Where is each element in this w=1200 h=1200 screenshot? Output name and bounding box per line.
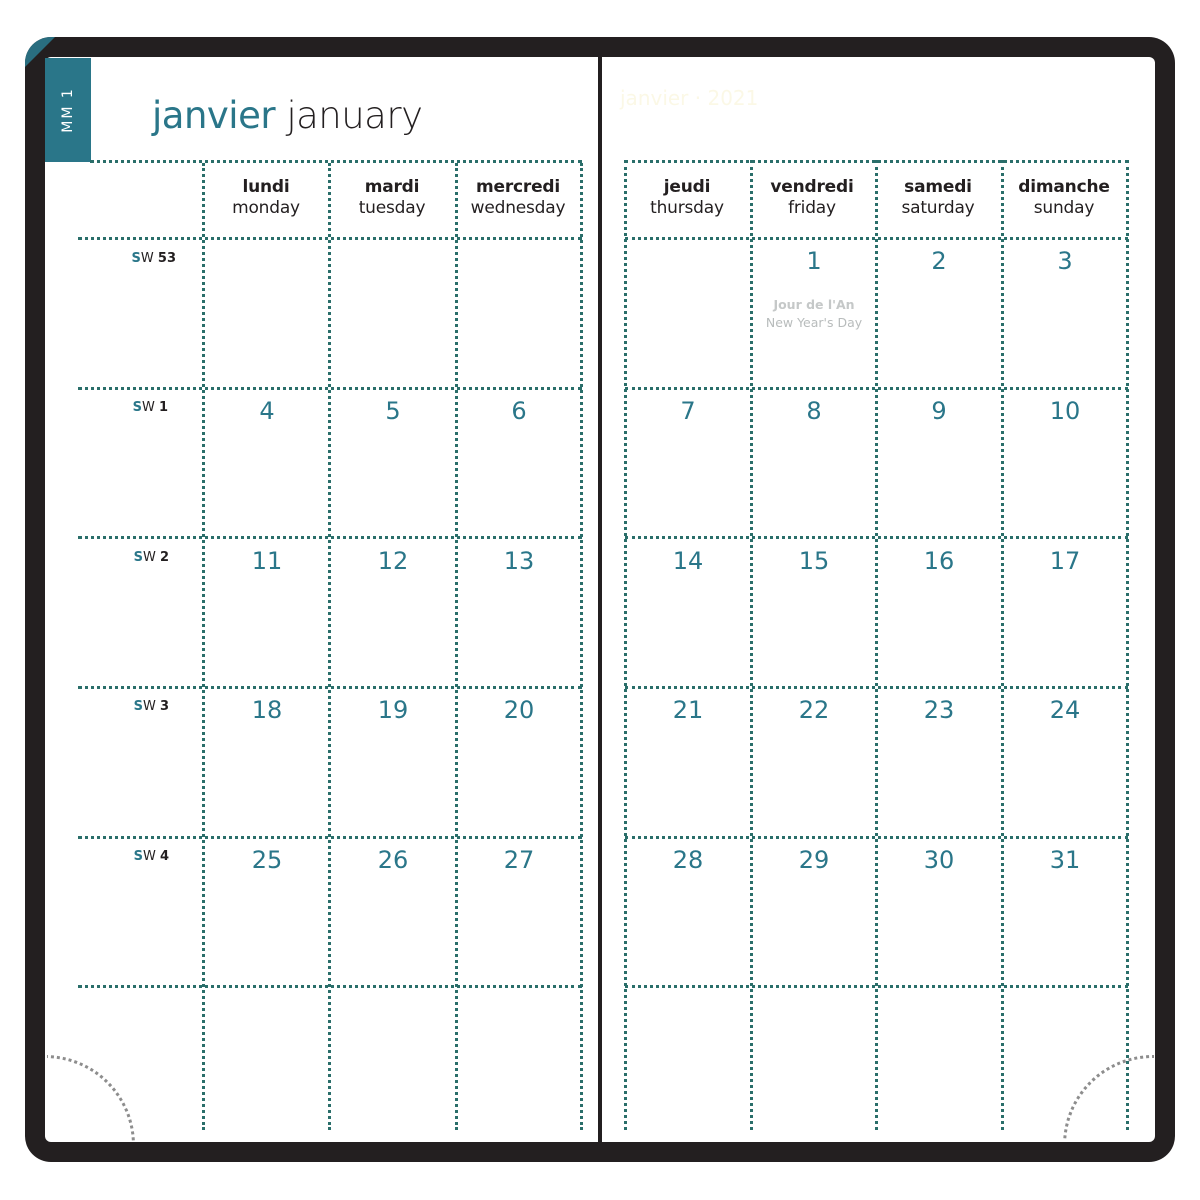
- day-cell[interactable]: 6: [511, 397, 527, 425]
- day-cell[interactable]: 26: [377, 846, 409, 874]
- day-cell[interactable]: 27: [503, 846, 535, 874]
- day-cell[interactable]: 20: [503, 696, 535, 724]
- day-cell[interactable]: 31: [1049, 846, 1081, 874]
- tear-off-corner-right[interactable]: [1063, 1055, 1154, 1141]
- header-sunday: [1001, 177, 1127, 219]
- week-number: 3: [159, 699, 169, 714]
- day-cell[interactable]: 9: [931, 397, 947, 425]
- weekday-en: friday: [788, 198, 836, 218]
- header-tuesday: [329, 177, 455, 219]
- week-number: 53: [157, 251, 176, 266]
- day-cell[interactable]: 24: [1049, 696, 1081, 724]
- perforation-arc: [47, 1055, 135, 1141]
- holiday-label: [751, 296, 877, 332]
- week-prefix-w: W: [141, 400, 155, 415]
- week-label: [89, 550, 169, 565]
- right-page: [602, 57, 1155, 1142]
- day-cell[interactable]: 10: [1049, 397, 1081, 425]
- day-cell[interactable]: 3: [1057, 247, 1073, 275]
- day-cell[interactable]: 18: [251, 696, 283, 724]
- grid-line: [624, 160, 627, 1130]
- day-cell[interactable]: 12: [377, 547, 409, 575]
- day-cell[interactable]: 1: [806, 247, 822, 275]
- grid-line: [455, 163, 458, 1130]
- weekday-en: sunday: [1033, 198, 1095, 218]
- week-prefix-w: W: [142, 849, 156, 864]
- holiday-fr: Jour de l'An: [773, 297, 855, 312]
- week-prefix-w: W: [142, 699, 156, 714]
- day-cell[interactable]: 5: [385, 397, 401, 425]
- title-french: janvier: [152, 94, 276, 137]
- header-friday: [749, 177, 875, 219]
- page-title: [152, 94, 422, 137]
- day-cell[interactable]: 28: [672, 846, 704, 874]
- title-english: january: [286, 94, 423, 137]
- header-saturday: [875, 177, 1001, 219]
- day-cell[interactable]: 11: [251, 547, 283, 575]
- day-cell[interactable]: 22: [798, 696, 830, 724]
- week-prefix-w: W: [140, 251, 154, 266]
- weekday-fr: vendredi: [770, 177, 854, 197]
- day-cell[interactable]: 13: [503, 547, 535, 575]
- day-cell[interactable]: 4: [259, 397, 275, 425]
- day-cell[interactable]: 16: [923, 547, 955, 575]
- grid-line: [90, 160, 582, 163]
- week-prefix: S: [131, 251, 141, 266]
- header-thursday: [624, 177, 750, 219]
- right-page-faint-header: janvier · 2021: [620, 86, 759, 110]
- day-cell[interactable]: 8: [806, 397, 822, 425]
- week-label: [88, 400, 168, 415]
- week-label: [89, 849, 169, 864]
- weekday-fr: jeudi: [663, 177, 711, 197]
- day-cell[interactable]: 19: [377, 696, 409, 724]
- weekday-en: thursday: [650, 198, 724, 218]
- grid-line: [580, 163, 583, 1130]
- weekday-fr: dimanche: [1018, 177, 1110, 197]
- day-cell[interactable]: 21: [672, 696, 704, 724]
- week-number: 4: [159, 849, 169, 864]
- weekday-en: wednesday: [470, 198, 566, 218]
- week-prefix: S: [132, 400, 142, 415]
- header-monday: [203, 177, 329, 219]
- week-prefix: S: [133, 699, 143, 714]
- weekday-fr: samedi: [904, 177, 972, 197]
- weekday-en: saturday: [901, 198, 975, 218]
- header-wednesday: [455, 177, 581, 219]
- week-number: 1: [158, 400, 168, 415]
- holiday-en: New Year's Day: [765, 315, 863, 330]
- day-cell[interactable]: 14: [672, 547, 704, 575]
- day-cell[interactable]: 7: [680, 397, 696, 425]
- weekday-fr: mardi: [364, 177, 420, 197]
- day-cell[interactable]: 29: [798, 846, 830, 874]
- week-number: 2: [159, 550, 169, 565]
- week-label: [89, 699, 169, 714]
- perforation-arc: [1063, 1055, 1154, 1141]
- month-tab-label: MM 1: [60, 87, 76, 133]
- day-cell[interactable]: 30: [923, 846, 955, 874]
- weekday-fr: lundi: [242, 177, 290, 197]
- week-prefix-w: W: [142, 550, 156, 565]
- grid-line: [1126, 160, 1129, 1130]
- month-tab[interactable]: [45, 58, 91, 162]
- week-prefix: S: [133, 849, 143, 864]
- week-prefix: S: [133, 550, 143, 565]
- day-cell[interactable]: 17: [1049, 547, 1081, 575]
- week-label: [96, 251, 176, 266]
- weekday-en: monday: [232, 198, 300, 218]
- day-cell[interactable]: 25: [251, 846, 283, 874]
- weekday-en: tuesday: [358, 198, 426, 218]
- grid-line: [202, 163, 205, 1130]
- day-cell[interactable]: 15: [798, 547, 830, 575]
- grid-line: [1001, 160, 1004, 1130]
- grid-line: [328, 163, 331, 1130]
- left-page: [45, 57, 598, 1142]
- day-cell[interactable]: 23: [923, 696, 955, 724]
- book-spine: [598, 57, 602, 1142]
- day-cell[interactable]: 2: [931, 247, 947, 275]
- weekday-fr: mercredi: [475, 177, 560, 197]
- tear-off-corner-left[interactable]: [47, 1055, 139, 1141]
